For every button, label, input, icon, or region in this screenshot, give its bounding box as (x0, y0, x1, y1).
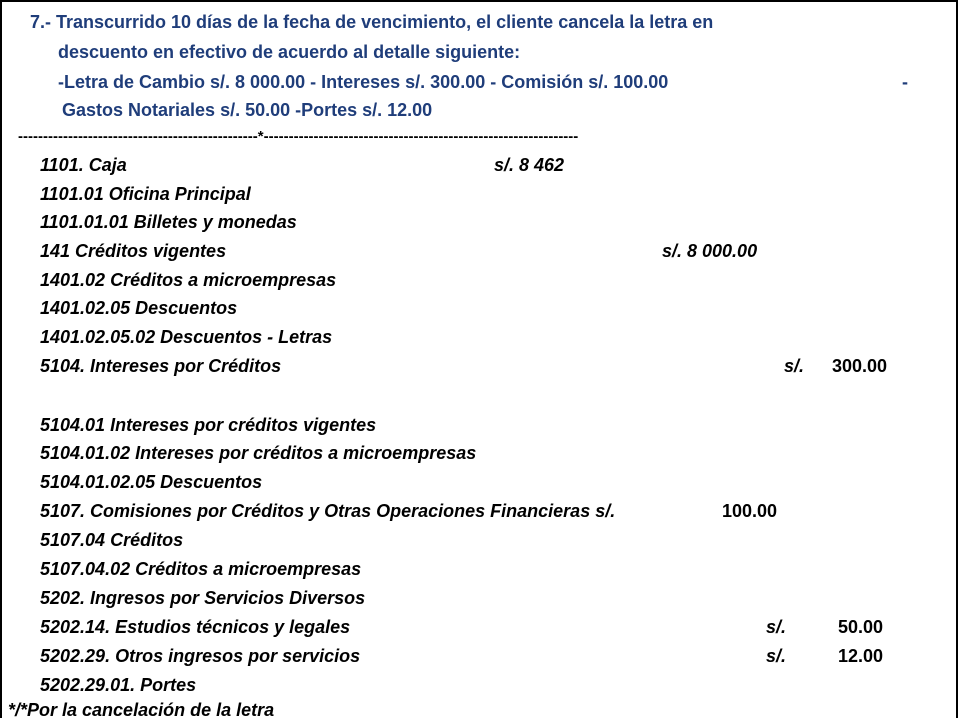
entry-row (0, 270, 960, 296)
account-amount: s/. 8 462 (494, 155, 565, 175)
entry-row (0, 675, 960, 701)
entry-row (0, 501, 960, 527)
entry-row (0, 212, 960, 238)
entry-row (0, 559, 960, 585)
account-label: 1401.02 Créditos a microempresas (40, 270, 337, 290)
entry-row (0, 184, 960, 210)
entry-row (0, 155, 960, 181)
account-label: 1101.01 Oficina Principal (40, 184, 251, 204)
account-amount: 50.00 (838, 617, 884, 637)
account-label: 1101.01.01 Billetes y monedas (40, 212, 297, 232)
entry-row (0, 415, 960, 441)
entry-row (0, 241, 960, 267)
amount-prefix: s/. (766, 617, 787, 637)
account-label: 141 Créditos vigentes (40, 241, 227, 261)
account-label: 5107.04.02 Créditos a microempresas (40, 559, 362, 579)
account-label: 5202.14. Estudios técnicos y legales (40, 617, 351, 637)
amount-prefix: s/. (784, 356, 805, 376)
account-amount: 12.00 (838, 646, 884, 666)
entry-row (0, 472, 960, 498)
account-label: 5107.04 Créditos (40, 530, 184, 550)
account-label: 1401.02.05 Descuentos (40, 298, 238, 318)
amount-prefix: s/. (766, 646, 787, 666)
entry-gloss: */*Por la cancelación de la letra (8, 700, 275, 720)
account-label: 5202.29. Otros ingresos por servicios (40, 646, 361, 666)
entry-row (0, 588, 960, 614)
entry-row (0, 646, 960, 672)
account-amount: s/. 8 000.00 (662, 241, 758, 261)
statement-line-3: -Letra de Cambio s/. 8 000.00 - Intereses s/. 300.00 - Comisión s/. 100.00 (58, 72, 669, 92)
account-amount: 100.00 (722, 501, 778, 521)
account-label: 5104. Intereses por Créditos (40, 356, 282, 376)
account-label: 1401.02.05.02 Descuentos - Letras (40, 327, 333, 347)
statement-line-4: Gastos Notariales s/. 50.00 -Portes s/. 12.00 (62, 100, 433, 120)
entry-row (0, 356, 960, 382)
entry-row (0, 443, 960, 469)
entry-row (0, 327, 960, 353)
statement-line-1: 7.- Transcurrido 10 días de la fecha de vencimiento, el cliente cancela la letra en (30, 12, 714, 32)
journal-divider: ------------------------------------------------*--------------------------------------------------------------- (18, 128, 579, 145)
entry-row (0, 530, 960, 556)
statement-line-3-dash: - (902, 72, 908, 92)
account-label: 5202. Ingresos por Servicios Diversos (40, 588, 366, 608)
account-label: 5202.29.01. Portes (40, 675, 197, 695)
account-label: 5107. Comisiones por Créditos y Otras Operaciones Financieras s/. (40, 501, 616, 521)
statement-line-2: descuento en efectivo de acuerdo al detalle siguiente: (58, 42, 521, 62)
account-label: 1101. Caja (40, 155, 127, 175)
entry-row (0, 298, 960, 324)
entry-row (0, 617, 960, 643)
account-label: 5104.01 Intereses por créditos vigentes (40, 415, 377, 435)
account-label: 5104.01.02 Intereses por créditos a microempresas (40, 443, 477, 463)
account-amount: 300.00 (832, 356, 888, 376)
account-label: 5104.01.02.05 Descuentos (40, 472, 263, 492)
